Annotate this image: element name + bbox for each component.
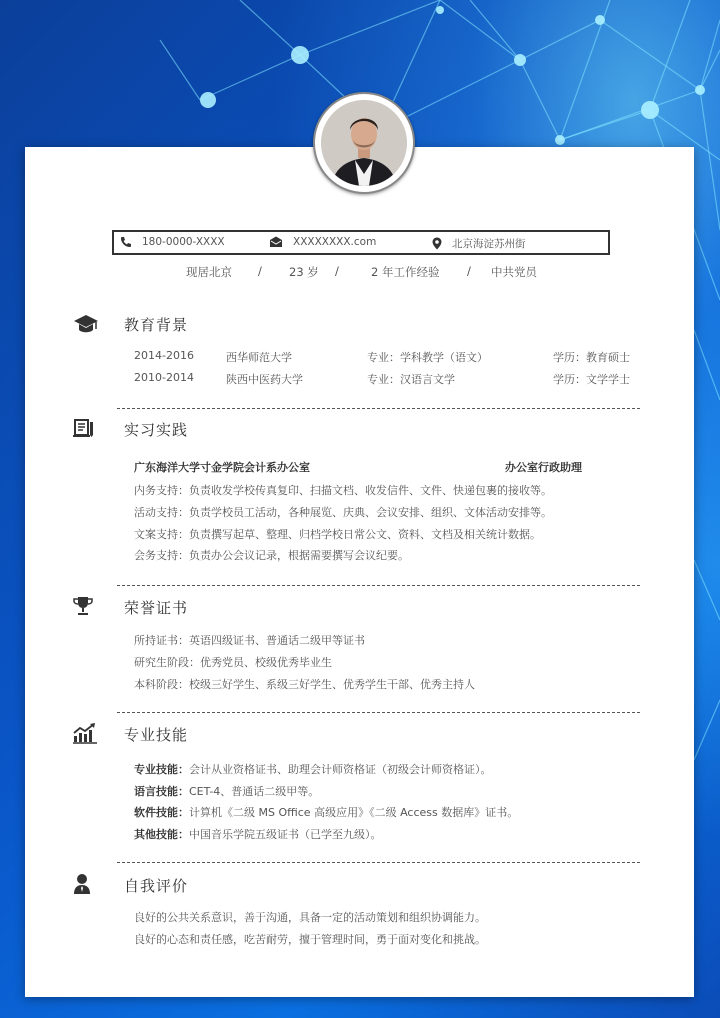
- education-major: 专业：学科教学（语文）: [367, 351, 488, 364]
- separator: /: [467, 264, 471, 278]
- skill-item: [134, 826, 382, 842]
- separator: /: [258, 264, 262, 278]
- skill-text: CET-4、普通话二级甲等。: [189, 785, 320, 798]
- document-icon: [72, 418, 96, 438]
- education-degree: 学历：教育硕士: [553, 351, 630, 364]
- practice-item: 文案支持：负责撰写起草、整理、归档学校日常公文、资料、文档及相关统计数据。: [134, 528, 541, 541]
- skill-label: 语言技能：: [134, 785, 189, 798]
- practice-item: 活动支持：负责学校员工活动，各种展览、庆典、会议安排、组织、文体活动安排等。: [134, 506, 552, 519]
- education-degree: 学历：文学学士: [553, 373, 630, 386]
- experience-text: 2 年工作经验: [371, 265, 440, 279]
- education-title: 教育背景: [124, 316, 189, 334]
- person-icon: [73, 873, 91, 895]
- phone-icon: [120, 236, 132, 248]
- honors-item: 所持证书：英语四级证书、普通话二级甲等证书: [134, 634, 365, 647]
- skill-text: 计算机《二级 MS Office 高级应用》《二级 Access 数据库》证书。: [189, 806, 519, 819]
- section-divider: [117, 712, 640, 713]
- skill-label: 其他技能：: [134, 828, 189, 841]
- education-period: 2010-2014: [134, 371, 194, 384]
- age-text: 23 岁: [289, 265, 319, 279]
- avatar: [321, 100, 407, 186]
- skill-item: [134, 761, 492, 777]
- skill-label: 软件技能：: [134, 806, 189, 819]
- evaluation-item: 良好的心态和责任感，吃苦耐劳，擅于管理时间，勇于面对变化和挑战。: [134, 933, 486, 946]
- graduation-cap-icon: [73, 313, 99, 335]
- section-divider: [117, 408, 640, 409]
- avatar-photo: [321, 100, 407, 186]
- honors-title: 荣誉证书: [124, 599, 189, 617]
- education-school: 陕西中医药大学: [226, 373, 303, 386]
- bar-chart-icon: [72, 722, 98, 744]
- avatar-frame: [313, 92, 415, 194]
- resume-paper: [25, 147, 694, 997]
- skill-text: 中国音乐学院五级证书（已学至九级）。: [189, 828, 382, 841]
- skill-label: 专业技能：: [134, 763, 189, 776]
- practice-title: 实习实践: [124, 421, 189, 439]
- contact-bar: [112, 230, 610, 255]
- honors-item: 研究生阶段：优秀党员、校级优秀毕业生: [134, 656, 332, 669]
- contact-email: [269, 236, 376, 248]
- contact-address: [432, 236, 526, 251]
- skill-text: 会计从业资格证书、助理会计师资格证（初级会计师资格证）。: [189, 763, 492, 776]
- politics-text: 中共党员: [491, 265, 537, 279]
- honors-item: 本科阶段：校级三好学生、系级三好学生、优秀学生干部、优秀主持人: [134, 678, 475, 691]
- education-major: 专业：汉语言文学: [367, 373, 455, 386]
- section-divider: [117, 862, 640, 863]
- skill-item: [134, 804, 518, 820]
- section-divider: [117, 585, 640, 586]
- skills-title: 专业技能: [124, 726, 189, 744]
- email-text: XXXXXXXX.com: [293, 236, 377, 248]
- trophy-icon: [72, 595, 94, 617]
- phone-text: 180-0000-XXXX: [142, 236, 225, 248]
- practice-organization: 广东海洋大学寸金学院会计系办公室: [134, 461, 310, 474]
- education-period: 2014-2016: [134, 349, 194, 362]
- address-text: 北京海淀苏州街: [452, 238, 526, 250]
- evaluation-title: 自我评价: [124, 877, 189, 895]
- contact-phone: [120, 236, 225, 248]
- evaluation-item: 良好的公共关系意识，善于沟通，具备一定的活动策划和组织协调能力。: [134, 911, 486, 924]
- separator: /: [335, 264, 339, 278]
- practice-item: 会务支持：负责办公会议记录，根据需要撰写会议纪要。: [134, 549, 409, 562]
- skill-item: [134, 783, 319, 799]
- education-school: 西华师范大学: [226, 351, 292, 364]
- practice-item: 内务支持：负责收发学校传真复印、扫描文档、收发信件、文件、快递包裹的接收等。: [134, 484, 552, 497]
- practice-position: 办公室行政助理: [505, 461, 582, 474]
- location-pin-icon: [432, 237, 442, 250]
- location-text: 现居北京: [186, 265, 232, 279]
- envelope-icon: [269, 236, 283, 248]
